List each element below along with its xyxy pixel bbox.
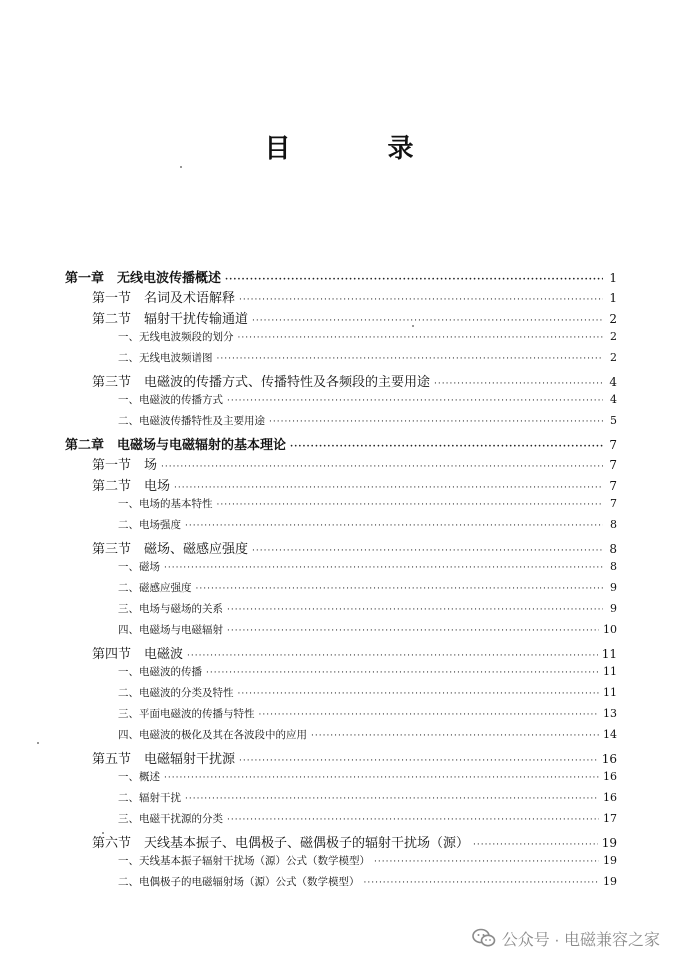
- toc-page-number: 10: [603, 623, 617, 636]
- dot-leader: [252, 316, 603, 326]
- toc-entry-sub[interactable]: [65, 685, 617, 706]
- toc-entry-title: 第三节 磁场、磁感应强度: [92, 542, 249, 557]
- toc-page-number: 11: [603, 686, 617, 699]
- toc-page-number: 4: [610, 393, 617, 406]
- dot-leader: [164, 563, 603, 573]
- toc-entry-title: 一、无线电波频段的划分: [118, 331, 234, 343]
- toc-page-number: 16: [601, 752, 617, 766]
- toc-page-number: 19: [603, 854, 617, 867]
- dot-leader: [185, 521, 603, 531]
- page-title: 目 录: [264, 134, 458, 164]
- toc-page-number: 1: [609, 271, 617, 285]
- dot-leader: [206, 668, 599, 678]
- dot-leader: [217, 354, 604, 364]
- toc-entry-title: 四、电磁场与电磁辐射: [118, 624, 223, 636]
- toc-entry-title: 二、电磁波的分类及特性: [118, 687, 234, 699]
- toc-entry-sub[interactable]: [65, 559, 617, 580]
- toc-entry-title: 第三节 电磁波的传播方式、传播特性及各频段的主要用途: [92, 375, 431, 390]
- dot-leader: [164, 773, 599, 783]
- dot-leader: [364, 878, 600, 888]
- table-of-contents: [65, 267, 617, 895]
- dot-leader: [374, 857, 599, 867]
- toc-entry-sub[interactable]: [65, 811, 617, 832]
- dot-leader: [259, 710, 600, 720]
- toc-entry-section[interactable]: [65, 287, 617, 308]
- toc-entry-section[interactable]: [65, 748, 617, 769]
- toc-page-number: 9: [610, 581, 617, 594]
- dot-leader: [238, 333, 604, 343]
- toc-page-number: 11: [601, 647, 617, 661]
- toc-entry-title: 三、电场与磁场的关系: [118, 603, 223, 615]
- toc-entry-section[interactable]: [65, 832, 617, 853]
- toc-page-number: 7: [610, 497, 617, 510]
- toc-page-number: 7: [609, 438, 617, 452]
- toc-entry-sub[interactable]: [65, 392, 617, 413]
- toc-entry-sub[interactable]: [65, 329, 617, 350]
- dot-leader: [196, 584, 604, 594]
- toc-page-number: 17: [603, 812, 617, 825]
- toc-entry-section[interactable]: [65, 643, 617, 664]
- dot-leader: [227, 815, 599, 825]
- toc-entry-title: 二、电磁波传播特性及主要用途: [118, 415, 265, 427]
- dot-leader: [161, 462, 603, 472]
- toc-entry-title: 二、磁感应强度: [118, 582, 192, 594]
- toc-page-number: 1: [609, 291, 617, 305]
- toc-entry-title: 第一章 无线电波传播概述: [65, 271, 222, 286]
- toc-entry-sub[interactable]: [65, 580, 617, 601]
- toc-entry-title: 第二节 电场: [92, 479, 171, 494]
- toc-entry-chapter[interactable]: [65, 434, 617, 454]
- toc-page-number: 19: [603, 875, 617, 888]
- toc-page-number: 7: [609, 479, 617, 493]
- toc-entry-section[interactable]: [65, 538, 617, 559]
- toc-page-number: 2: [610, 351, 617, 364]
- toc-page-number: 19: [601, 836, 617, 850]
- toc-entry-title: 三、平面电磁波的传播与特性: [118, 708, 255, 720]
- dot-leader: [239, 756, 598, 766]
- dot-leader: [227, 396, 603, 406]
- toc-page-number: 11: [603, 665, 617, 678]
- dot-leader: [187, 651, 598, 661]
- toc-entry-sub[interactable]: [65, 622, 617, 643]
- toc-entry-sub[interactable]: [65, 601, 617, 622]
- toc-entry-section[interactable]: [65, 475, 617, 496]
- toc-page-number: 8: [609, 542, 617, 556]
- toc-page-number: 8: [610, 518, 617, 531]
- toc-page-number: 4: [609, 375, 617, 389]
- toc-entry-title: 一、电磁波的传播: [118, 666, 202, 678]
- toc-entry-section[interactable]: [65, 371, 617, 392]
- dot-leader: [252, 546, 603, 556]
- dot-leader: [185, 794, 599, 804]
- dot-leader: [174, 483, 603, 493]
- toc-entry-title: 一、电磁波的传播方式: [118, 394, 223, 406]
- scan-speck: [102, 832, 104, 834]
- toc-entry-title: 第一节 场: [92, 458, 158, 473]
- dot-leader: [217, 500, 604, 510]
- dot-leader: [473, 840, 598, 850]
- toc-entry-sub[interactable]: [65, 790, 617, 811]
- toc-entry-title: 一、天线基本振子辐射干扰场（源）公式（数学模型）: [118, 855, 370, 867]
- toc-entry-title: 第一节 名词及术语解释: [92, 291, 236, 306]
- toc-entry-sub[interactable]: [65, 413, 617, 434]
- toc-entry-sub[interactable]: [65, 496, 617, 517]
- toc-page-number: 16: [603, 791, 617, 804]
- toc-entry-title: 二、电场强度: [118, 519, 181, 531]
- toc-entry-title: 第四节 电磁波: [92, 647, 184, 662]
- toc-entry-title: 二、无线电波频谱图: [118, 352, 213, 364]
- toc-entry-sub[interactable]: [65, 727, 617, 748]
- dot-leader: [225, 275, 603, 285]
- scan-speck: [412, 325, 414, 327]
- toc-entry-title: 二、辐射干扰: [118, 792, 181, 804]
- toc-entry-sub[interactable]: [65, 706, 617, 727]
- dot-leader: [311, 731, 599, 741]
- toc-page-number: 2: [609, 312, 617, 326]
- toc-entry-title: 第五节 电磁辐射干扰源: [92, 752, 236, 767]
- dot-leader: [290, 442, 603, 452]
- toc-entry-section[interactable]: [65, 454, 617, 475]
- watermark: [472, 924, 660, 952]
- toc-page-number: 7: [609, 458, 617, 472]
- dot-leader: [227, 605, 603, 615]
- toc-page-number: 5: [610, 414, 617, 427]
- toc-entry-title: 第二章 电磁场与电磁辐射的基本理论: [65, 438, 287, 453]
- toc-entry-sub[interactable]: [65, 517, 617, 538]
- toc-entry-title: 第二节 辐射干扰传输通道: [92, 312, 249, 327]
- dot-leader: [269, 417, 603, 427]
- toc-entry-sub[interactable]: [65, 350, 617, 371]
- toc-entry-sub[interactable]: [65, 664, 617, 685]
- scan-speck: [180, 166, 182, 168]
- dot-leader: [238, 689, 600, 699]
- toc-entry-sub[interactable]: [65, 874, 617, 895]
- toc-entry-section[interactable]: [65, 308, 617, 329]
- wechat-icon: [472, 928, 496, 948]
- toc-entry-sub[interactable]: [65, 853, 617, 874]
- toc-entry-title: 四、电磁波的极化及其在各波段中的应用: [118, 729, 307, 741]
- toc-page-number: 13: [603, 707, 617, 720]
- toc-page-number: 9: [610, 602, 617, 615]
- toc-page-number: 14: [603, 728, 617, 741]
- toc-entry-title: 三、电磁干扰源的分类: [118, 813, 223, 825]
- dot-leader: [239, 295, 603, 305]
- dot-leader: [434, 379, 603, 389]
- scan-speck: [37, 742, 39, 744]
- dot-leader: [227, 626, 599, 636]
- toc-entry-chapter[interactable]: [65, 267, 617, 287]
- toc-entry-title: 一、电场的基本特性: [118, 498, 213, 510]
- watermark-text: 公众号 · 电磁兼容之家: [501, 931, 660, 949]
- toc-entry-sub[interactable]: [65, 769, 617, 790]
- toc-page-number: 2: [610, 330, 617, 343]
- toc-entry-title: 一、磁场: [118, 561, 160, 573]
- toc-entry-title: 二、电偶极子的电磁辐射场（源）公式（数学模型）: [118, 876, 360, 888]
- toc-entry-title: 一、概述: [118, 771, 160, 783]
- toc-page-number: 16: [603, 770, 617, 783]
- toc-entry-title: 第六节 天线基本振子、电偶极子、磁偶极子的辐射干扰场（源）: [92, 836, 470, 851]
- toc-page-number: 8: [610, 560, 617, 573]
